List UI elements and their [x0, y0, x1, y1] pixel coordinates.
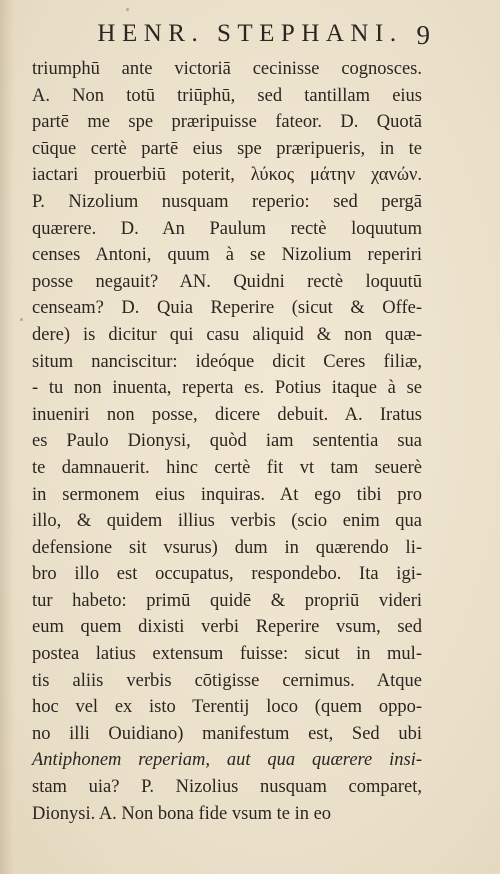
text-line: defensione sit vsurus) dum in quærendo li-: [32, 537, 422, 558]
text-line: te damnauerit. hinc certè fit vt tam seuerè: [32, 457, 422, 478]
text-line: triumphū ante victoriā cecinisse cognosces.: [32, 59, 422, 79]
text-line: quærere. D. An Paulum rectè loquutum: [32, 218, 422, 239]
text-line: tis aliis verbis cōtigisse cernimus. Atque: [32, 670, 422, 691]
text-line: no illi Ouidiano) manifestum est, Sed ubi: [32, 723, 422, 744]
text-line: in sermonem eius inquiras. At ego tibi pro: [32, 484, 422, 505]
text-line: postea latius extensum fuisse: sicut in mul-: [32, 644, 422, 665]
running-title: HENR. STEPHANI.: [97, 20, 403, 47]
page-number: 9: [416, 20, 430, 50]
text-line: Antiphonem reperiam, aut qua quærere insi-: [32, 750, 422, 771]
text-line: es Paulo Dionysi, quòd iam sententia sua: [32, 431, 422, 452]
text-line: posse negauit? AN. Quidni rectè loquutū: [32, 271, 422, 292]
text-line: partē me spe præripuisse fateor. D. Quotā: [32, 112, 422, 133]
text-line: iactari prouerbiū poterit, λύκος μάτην χανών.: [32, 165, 422, 186]
text-line: hoc vel ex isto Terentij loco (quem oppo-: [32, 697, 422, 718]
text-line: situm nanciscitur: ideóque dicit Ceres filiæ,: [32, 351, 422, 372]
text-line: censes Antoni, quum à se Nizolium reperiri: [32, 245, 422, 266]
text-line: stam uia? P. Nizolius nusquam comparet,: [32, 777, 422, 798]
text-line: cūque certè partē eius spe præripueris, in te: [32, 138, 422, 159]
text-line: illo, & quidem illius verbis (scio enim qua: [32, 511, 422, 532]
running-head: [0, 18, 500, 52]
text-line: eum quem dixisti verbi Reperire vsum, sed: [32, 617, 422, 638]
text-block: [32, 56, 422, 827]
text-line: P. Nizolium nusquam reperio: sed pergā: [32, 191, 422, 212]
text-line: A. Non totū triūphū, sed tantillam eius: [32, 85, 422, 106]
text-line: inueniri non posse, dicere debuit. A. Iratus: [32, 404, 422, 425]
text-line: dere) is dicitur qui casu aliquid & non quæ-: [32, 324, 422, 345]
text-line: - tu non inuenta, reperta es. Potius itaque à se: [32, 378, 422, 399]
text-line: bro illo est occupatus, respondebo. Ita igi-: [32, 564, 422, 585]
paper-speck: [126, 8, 129, 11]
text-line: Dionysi. A. Non bona fide vsum te in eo: [32, 803, 332, 824]
text-line: censeam? D. Quia Reperire (sicut & Offe-: [32, 298, 422, 319]
paper-speck: [20, 318, 23, 321]
text-line: tur habeto: primū quidē & propriū videri: [32, 590, 422, 611]
